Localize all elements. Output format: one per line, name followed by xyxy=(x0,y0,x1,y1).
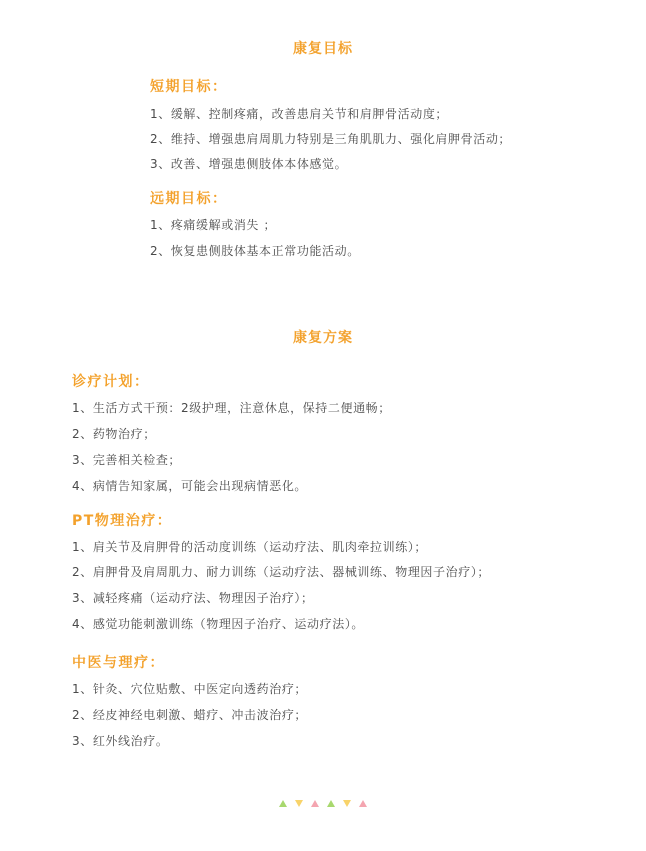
section-title-rehab-plan xyxy=(0,327,646,347)
treatment-plan-item: 3、完善相关检查； xyxy=(72,453,182,467)
pt-therapy-heading: PT物理治疗： xyxy=(72,513,173,529)
long-term-goals-heading: 远期目标： xyxy=(150,191,228,207)
decorative-triangles xyxy=(0,800,646,807)
treatment-plan-item: 1、生活方式干预：2级护理，注意休息，保持二便通畅； xyxy=(72,401,391,415)
long-term-goal-item: 1、疼痛缓解或消失 ； xyxy=(150,218,277,232)
treatment-plan-item: 4、病情告知家属，可能会出现病情恶化。 xyxy=(72,479,308,493)
long-term-goal-item: 2、恢复患侧肢体基本正常功能活动。 xyxy=(150,244,360,258)
treatment-plan-item: 2、药物治疗； xyxy=(72,427,156,441)
pt-therapy-item: 3、减轻疼痛（运动疗法、物理因子治疗）； xyxy=(72,591,314,605)
pt-therapy-item: 4、感觉功能刺激训练（物理因子治疗、运动疗法）。 xyxy=(72,617,365,631)
section-title-rehab-goals xyxy=(0,38,646,58)
triangle-up-icon xyxy=(327,800,335,807)
section-title-text: 康复目标 xyxy=(289,38,357,58)
tcm-therapy-item: 3、红外线治疗。 xyxy=(72,734,169,748)
treatment-plan-heading: 诊疗计划： xyxy=(72,374,150,390)
pt-therapy-item: 2、肩胛骨及肩周肌力、耐力训练（运动疗法、器械训练、物理因子治疗）； xyxy=(72,565,491,579)
short-term-goal-item: 3、改善、增强患侧肢体本体感觉。 xyxy=(150,157,348,171)
pt-therapy-item: 1、肩关节及肩胛骨的活动度训练（运动疗法、肌肉牵拉训练）； xyxy=(72,540,428,554)
tcm-therapy-item: 1、针灸、穴位贴敷、中医定向透药治疗； xyxy=(72,682,308,696)
tcm-therapy-heading: 中医与理疗： xyxy=(72,655,165,671)
triangle-down-icon xyxy=(295,800,303,807)
triangle-up-icon xyxy=(359,800,367,807)
short-term-goals-heading: 短期目标： xyxy=(150,79,228,95)
short-term-goal-item: 2、维持、增强患肩周肌力特别是三角肌肌力、强化肩胛骨活动； xyxy=(150,132,512,146)
section-title-text: 康复方案 xyxy=(289,327,357,347)
triangle-up-icon xyxy=(279,800,287,807)
triangle-down-icon xyxy=(343,800,351,807)
short-term-goal-item: 1、缓解、控制疼痛，改善患肩关节和肩胛骨活动度； xyxy=(150,107,449,121)
tcm-therapy-item: 2、经皮神经电刺激、蜡疗、冲击波治疗； xyxy=(72,708,308,722)
triangle-up-icon xyxy=(311,800,319,807)
